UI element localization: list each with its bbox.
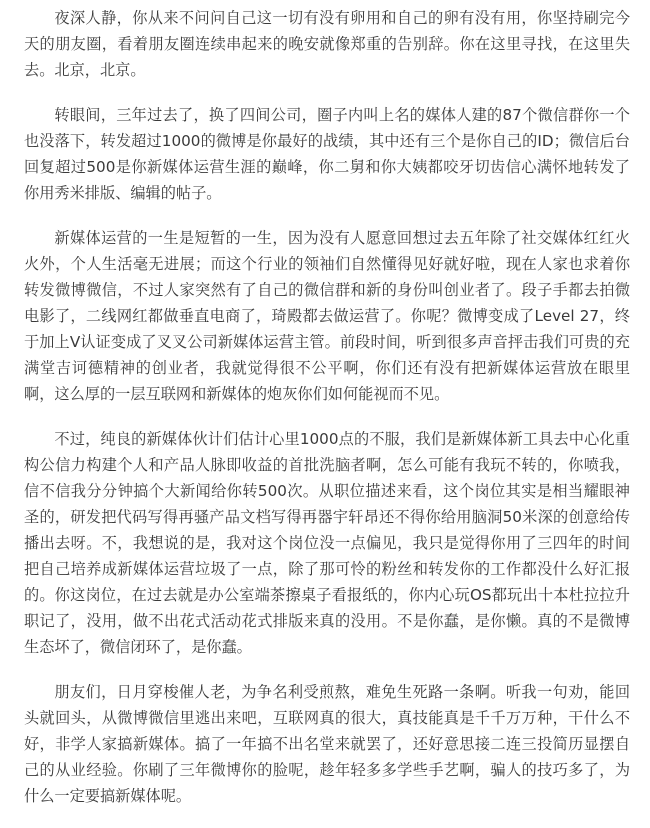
paragraph: 转眼间，三年过去了，换了四间公司，圈子内叫上名的媒体人建的87个微信群你一个也没落下，转发超过1000的微博是你最好的战绩，其中还有三个是你自己的ID；微信后台回复超过500是你新媒体运营生涯的巅峰，你二舅和你大姨都咬牙切齿信心满怀地转发了你用秀米排版、编辑的帖子。	[24, 106, 630, 202]
paragraph: 不过，纯良的新媒体伙计们估计心里1000点的不服，我们是新媒体新工具去中心化重构公信力构建个人和产品人脉即收益的首批洗脑者啊，怎么可能有我玩不转的，你喷我，信不信我分分钟搞个大新闻给你转500次。从职位描述来看，这个岗位其实是相当耀眼神圣的，研发把代码写得再骚产品文档写得再器宇轩昂还不得你给用脑洞50米深的创意给传播出去呀。不，我想说的是，我对这个岗位没一点偏见，我只是觉得你用了三四年的时间把自己培养成新媒体运营垃圾了一点，除了那可怜的粉丝和转发你的工作都没什么好汇报的。你这岗位，在过去就是办公室端茶擦桌子看报纸的，你内心玩OS都玩出十本杜拉拉升职记了，没用，做不出花式活动花式排版来真的没用。不是你蠢，是你懒。真的不是微博生态坏了，微信闭环了，是你蠢。	[24, 430, 630, 656]
article-body	[24, 0, 630, 828]
paragraph: 朋友们，日月穿梭催人老，为争名利受煎熬，难免生死路一条啊。听我一句劝，能回头就回头，从微博微信里逃出来吧，互联网真的很大，真技能真是千千万万种，干什么不好，非学人家搞新媒体。搞了一年搞不出名堂来就罢了，还好意思接二连三投简历显摆自己的从业经验。你刷了三年微博你的脸呢，趁年轻多多学些手艺啊，骗人的技巧多了，为什么一定要搞新媒体呢。	[24, 683, 630, 805]
paragraph: 夜深人静，你从来不问问自己这一切有没有卵用和自己的卵有没有用，你坚持刷完今天的朋友圈，看着朋友圈连续串起来的晚安就像郑重的告别辞。你在这里寻找，在这里失去。北京，北京。	[24, 9, 630, 79]
paragraph: 新媒体运营的一生是短暂的一生，因为没有人愿意回想过去五年除了社交媒体红红火火外，个人生活毫无进展；而这个行业的领袖们自然懂得见好就好啦，现在人家也求着你转发微博微信，不过人家突然有了自己的微信群和新的身份叫创业者了。段子手都去拍微电影了，二线网红都做垂直电商了，琦殿都去做运营了。你呢？微博变成了Level 27，终于加上V认证变成了叉叉公司新媒体运营主管。前段时间，听到很多声音抨击我们可贵的充满堂吉诃德精神的创业者，我就觉得很不公平啊，你们还有没有把新媒体运营放在眼里啊，这么厚的一层互联网和新媒体的炮灰你们如何能视而不见。	[24, 229, 630, 403]
